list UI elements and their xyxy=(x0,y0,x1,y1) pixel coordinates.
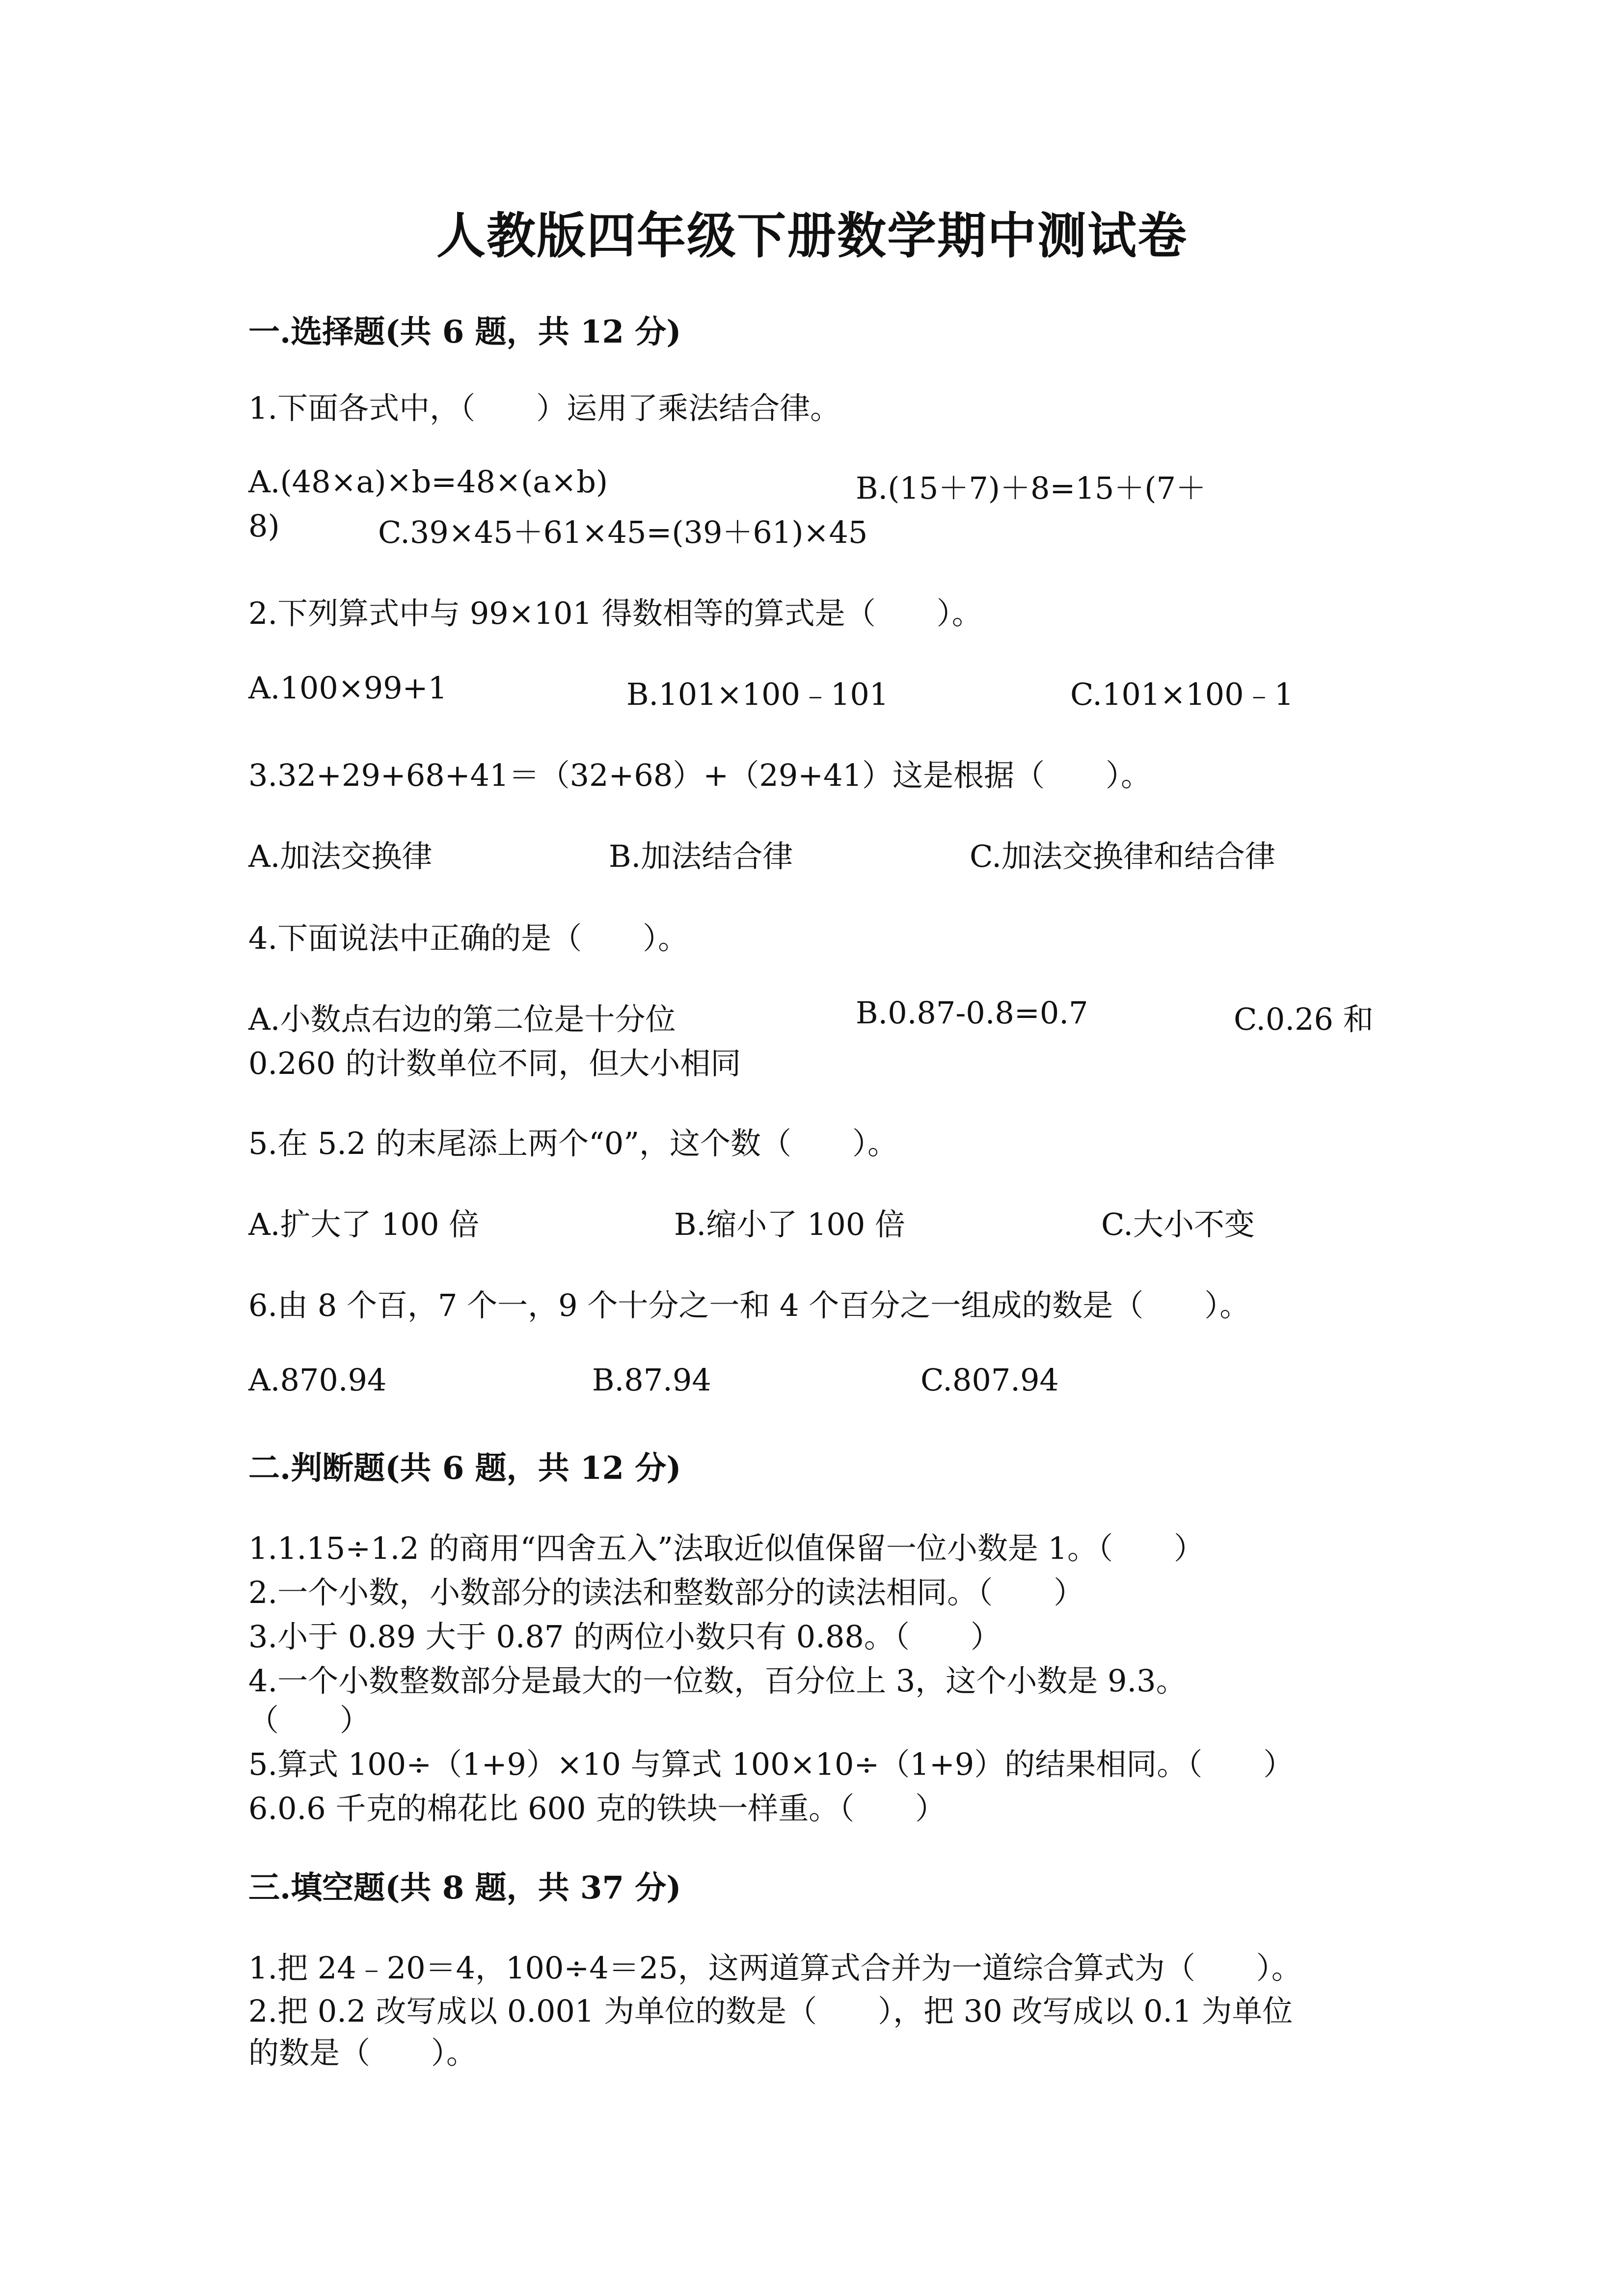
question-stem: 6.由 8 个百，7 个一，9 个十分之一和 4 个百分之一组成的数是（ ）。 xyxy=(248,1287,1250,1323)
list-item: 2.把 0.2 改写成以 0.001 为单位的数是（ ），把 30 改写成以 0.1 为单位 xyxy=(248,1993,1293,2029)
list-item: 6.0.6 千克的棉花比 600 克的铁块一样重。（ ） xyxy=(248,1790,946,1826)
option-c: C.大小不变 xyxy=(1101,1206,1255,1242)
question-stem: 1.下面各式中，（ ）运用了乘法结合律。 xyxy=(248,390,841,426)
option-c-continued: 0.260 的计数单位不同，但大小相同 xyxy=(248,1045,741,1081)
question-stem: 5.在 5.2 的末尾添上两个“0”，这个数（ ）。 xyxy=(248,1125,898,1161)
option-a: A.100×99+1 xyxy=(248,670,448,706)
option-c: C.0.26 和 xyxy=(1234,1001,1374,1037)
option-b: B.加法结合律 xyxy=(609,838,793,874)
option-a: A.870.94 xyxy=(248,1362,387,1398)
list-item: 1.把 24﹣20＝4，100÷4＝25，这两道算式合并为一道综合算式为（ ）。 xyxy=(248,1950,1302,1986)
option-a: A.小数点右边的第二位是十分位 xyxy=(248,1001,676,1037)
option-a: A.(48×a)×b=48×(a×b) xyxy=(248,464,608,500)
option-b: B.87.94 xyxy=(592,1362,711,1398)
option-c: C.加法交换律和结合律 xyxy=(970,838,1275,874)
section-heading-fill-blank: 三.填空题(共 8 题，共 37 分) xyxy=(248,1869,681,1906)
section-heading-choice: 一.选择题(共 6 题，共 12 分) xyxy=(248,314,681,350)
option-b-continued: 8) xyxy=(248,508,280,544)
list-item: 2.一个小数，小数部分的读法和整数部分的读法相同。（ ） xyxy=(248,1575,1084,1610)
list-item-continued: 的数是（ ）。 xyxy=(248,2035,477,2071)
option-b: B.缩小了 100 倍 xyxy=(674,1206,906,1242)
list-item: 3.小于 0.89 大于 0.87 的两位小数只有 0.88。（ ） xyxy=(248,1619,1001,1655)
question-stem: 2.下列算式中与 99×101 得数相等的算式是（ ）。 xyxy=(248,595,982,631)
option-b: B.0.87-0.8=0.7 xyxy=(856,995,1088,1031)
option-c: C.39×45＋61×45=(39＋61)×45 xyxy=(378,514,868,550)
list-item: 4.一个小数整数部分是最大的一位数，百分位上 3，这个小数是 9.3。 xyxy=(248,1663,1187,1699)
option-b: B.(15＋7)＋8=15＋(7＋ xyxy=(856,470,1206,506)
section-heading-judgement: 二.判断题(共 6 题，共 12 分) xyxy=(248,1450,681,1487)
question-stem: 3.32+29+68+41＝（32+68）+（29+41）这是根据（ ）。 xyxy=(248,757,1151,793)
list-item-continued: （ ） xyxy=(248,1702,371,1738)
option-b: B.101×100﹣101 xyxy=(626,676,889,712)
list-item: 5.算式 100÷（1+9）×10 与算式 100×10÷（1+9）的结果相同。（ ） xyxy=(248,1746,1294,1782)
option-a: A.扩大了 100 倍 xyxy=(248,1206,480,1242)
exam-title: 人教版四年级下册数学期中测试卷 xyxy=(436,207,1188,265)
list-item: 1.1.15÷1.2 的商用“四舍五入”法取近似值保留一位小数是 1。（ ） xyxy=(248,1530,1205,1566)
option-a: A.加法交换律 xyxy=(248,838,433,874)
question-stem: 4.下面说法中正确的是（ ）。 xyxy=(248,920,689,956)
option-c: C.101×100﹣1 xyxy=(1070,676,1294,712)
option-c: C.807.94 xyxy=(920,1362,1059,1398)
